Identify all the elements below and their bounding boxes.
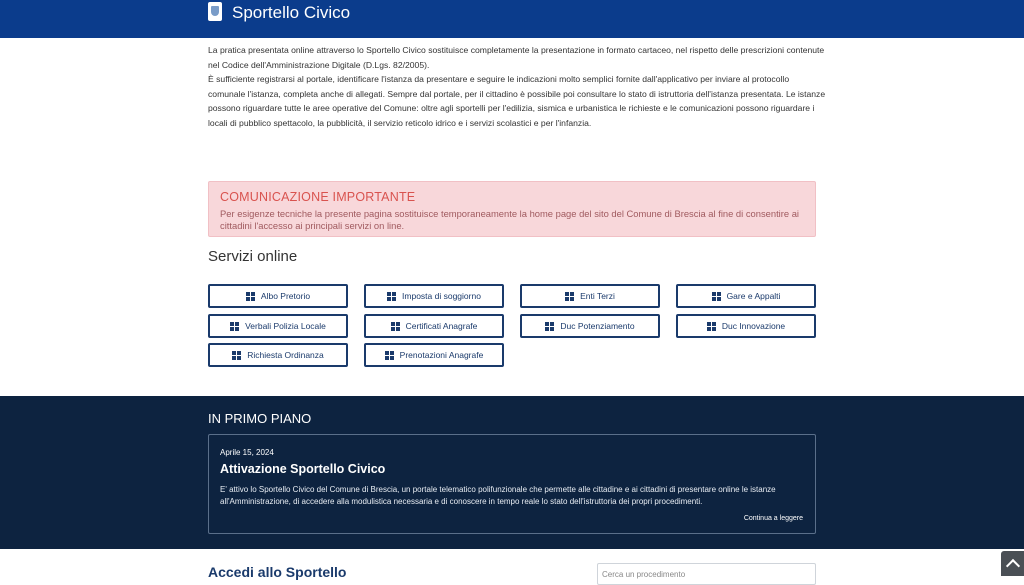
intro-paragraph: È sufficiente registrarsi al portale, identificare l'istanza da presentare e seguire le indicazioni molto semplici fornite dall'applicativo per inviare al protocollo comunale l'istanza, completa anche di allegati. Sempre dal portale, per il cittadino è possibile poi consultare lo stato di istruttoria dell'istanza presentata. Le istanze possono riguardare tutte le aree operative del Comune: oltre agli sportelli per l'edilizia, sismica e urbanistica le richieste e le comunicazioni possono riguardare i locali di pubblico spettacolo, la pubblicità, il servizio reticolo idrico e i servizi scolastici e per l'infanzia.	[208, 74, 826, 128]
service-button-duc-innovazione[interactable]	[676, 314, 816, 338]
important-notice	[208, 181, 816, 237]
service-label: Duc Potenziamento	[560, 321, 635, 331]
service-label: Albo Pretorio	[260, 291, 311, 301]
grid-icon	[232, 351, 241, 360]
grid-icon	[230, 322, 239, 331]
procedure-search-input[interactable]	[597, 563, 816, 585]
service-label: Duc Innovazione	[721, 321, 786, 331]
intro-text	[208, 43, 828, 131]
service-label: Verbali Polizia Locale	[245, 321, 326, 331]
service-button-duc-potenziamento[interactable]	[520, 314, 660, 338]
service-button-imposta-di-soggiorno[interactable]	[364, 284, 504, 308]
service-button-enti-terzi[interactable]	[520, 284, 660, 308]
news-headline[interactable]: Attivazione Sportello Civico	[220, 462, 386, 476]
grid-icon	[712, 292, 721, 301]
grid-icon	[246, 292, 255, 301]
news-card	[208, 434, 816, 534]
grid-icon	[387, 292, 396, 301]
service-label: Prenotazioni Anagrafe	[399, 350, 484, 360]
grid-icon	[707, 322, 716, 331]
site-header	[0, 0, 1024, 38]
service-label: Imposta di soggiorno	[402, 291, 481, 301]
grid-icon	[565, 292, 574, 301]
service-label: Gare e Appalti	[726, 291, 781, 301]
grid-icon	[385, 351, 394, 360]
services-heading: Servizi online	[208, 248, 298, 265]
access-heading: Accedi allo Sportello	[208, 564, 347, 580]
service-button-certificati-anagrafe[interactable]	[364, 314, 504, 338]
service-label: Richiesta Ordinanza	[247, 350, 324, 360]
notice-title: COMUNICAZIONE IMPORTANTE	[220, 190, 416, 204]
scroll-to-top-button[interactable]	[1001, 551, 1024, 576]
read-more-link[interactable]: Continua a leggere	[743, 515, 803, 522]
service-button-prenotazioni-anagrafe[interactable]	[364, 343, 504, 367]
site-title[interactable]: Sportello Civico	[232, 3, 351, 22]
news-text: E' attivo lo Sportello Civico del Comune di Brescia, un portale telematico polifunzionale che permette alle cittadine e ai cittadini di presentare online le istanze all'Amministrazione, di accedere alla modulistica necessaria e di conoscere in tempo reale lo stato dell'istruttoria dei propri procedimenti.	[220, 485, 776, 506]
service-label: Enti Terzi	[580, 291, 615, 301]
service-button-albo-pretorio[interactable]	[208, 284, 348, 308]
grid-icon	[391, 322, 400, 331]
grid-icon	[545, 322, 554, 331]
service-button-richiesta-ordinanza[interactable]	[208, 343, 348, 367]
service-label: Certificati Anagrafe	[405, 321, 478, 331]
service-button-gare-e-appalti[interactable]	[676, 284, 816, 308]
coat-of-arms-icon[interactable]	[208, 2, 222, 21]
intro-paragraph: La pratica presentata online attraverso lo Sportello Civico sostituisce completamente la presentazione in formato cartaceo, nel rispetto delle prescrizioni contenute nel Codice dell'Amministrazione Digitale (D.Lgs. 82/2005).	[208, 45, 825, 70]
news-date: Aprile 15, 2024	[220, 448, 274, 457]
highlight-heading: IN PRIMO PIANO	[208, 411, 312, 426]
service-button-verbali-polizia-locale[interactable]	[208, 314, 348, 338]
notice-text: Per esigenze tecniche la presente pagina sostituisce temporaneamente la home page del sito del Comune di Brescia al fine di consentire ai cittadini l'accesso ai principali servizi on line.	[220, 208, 799, 231]
